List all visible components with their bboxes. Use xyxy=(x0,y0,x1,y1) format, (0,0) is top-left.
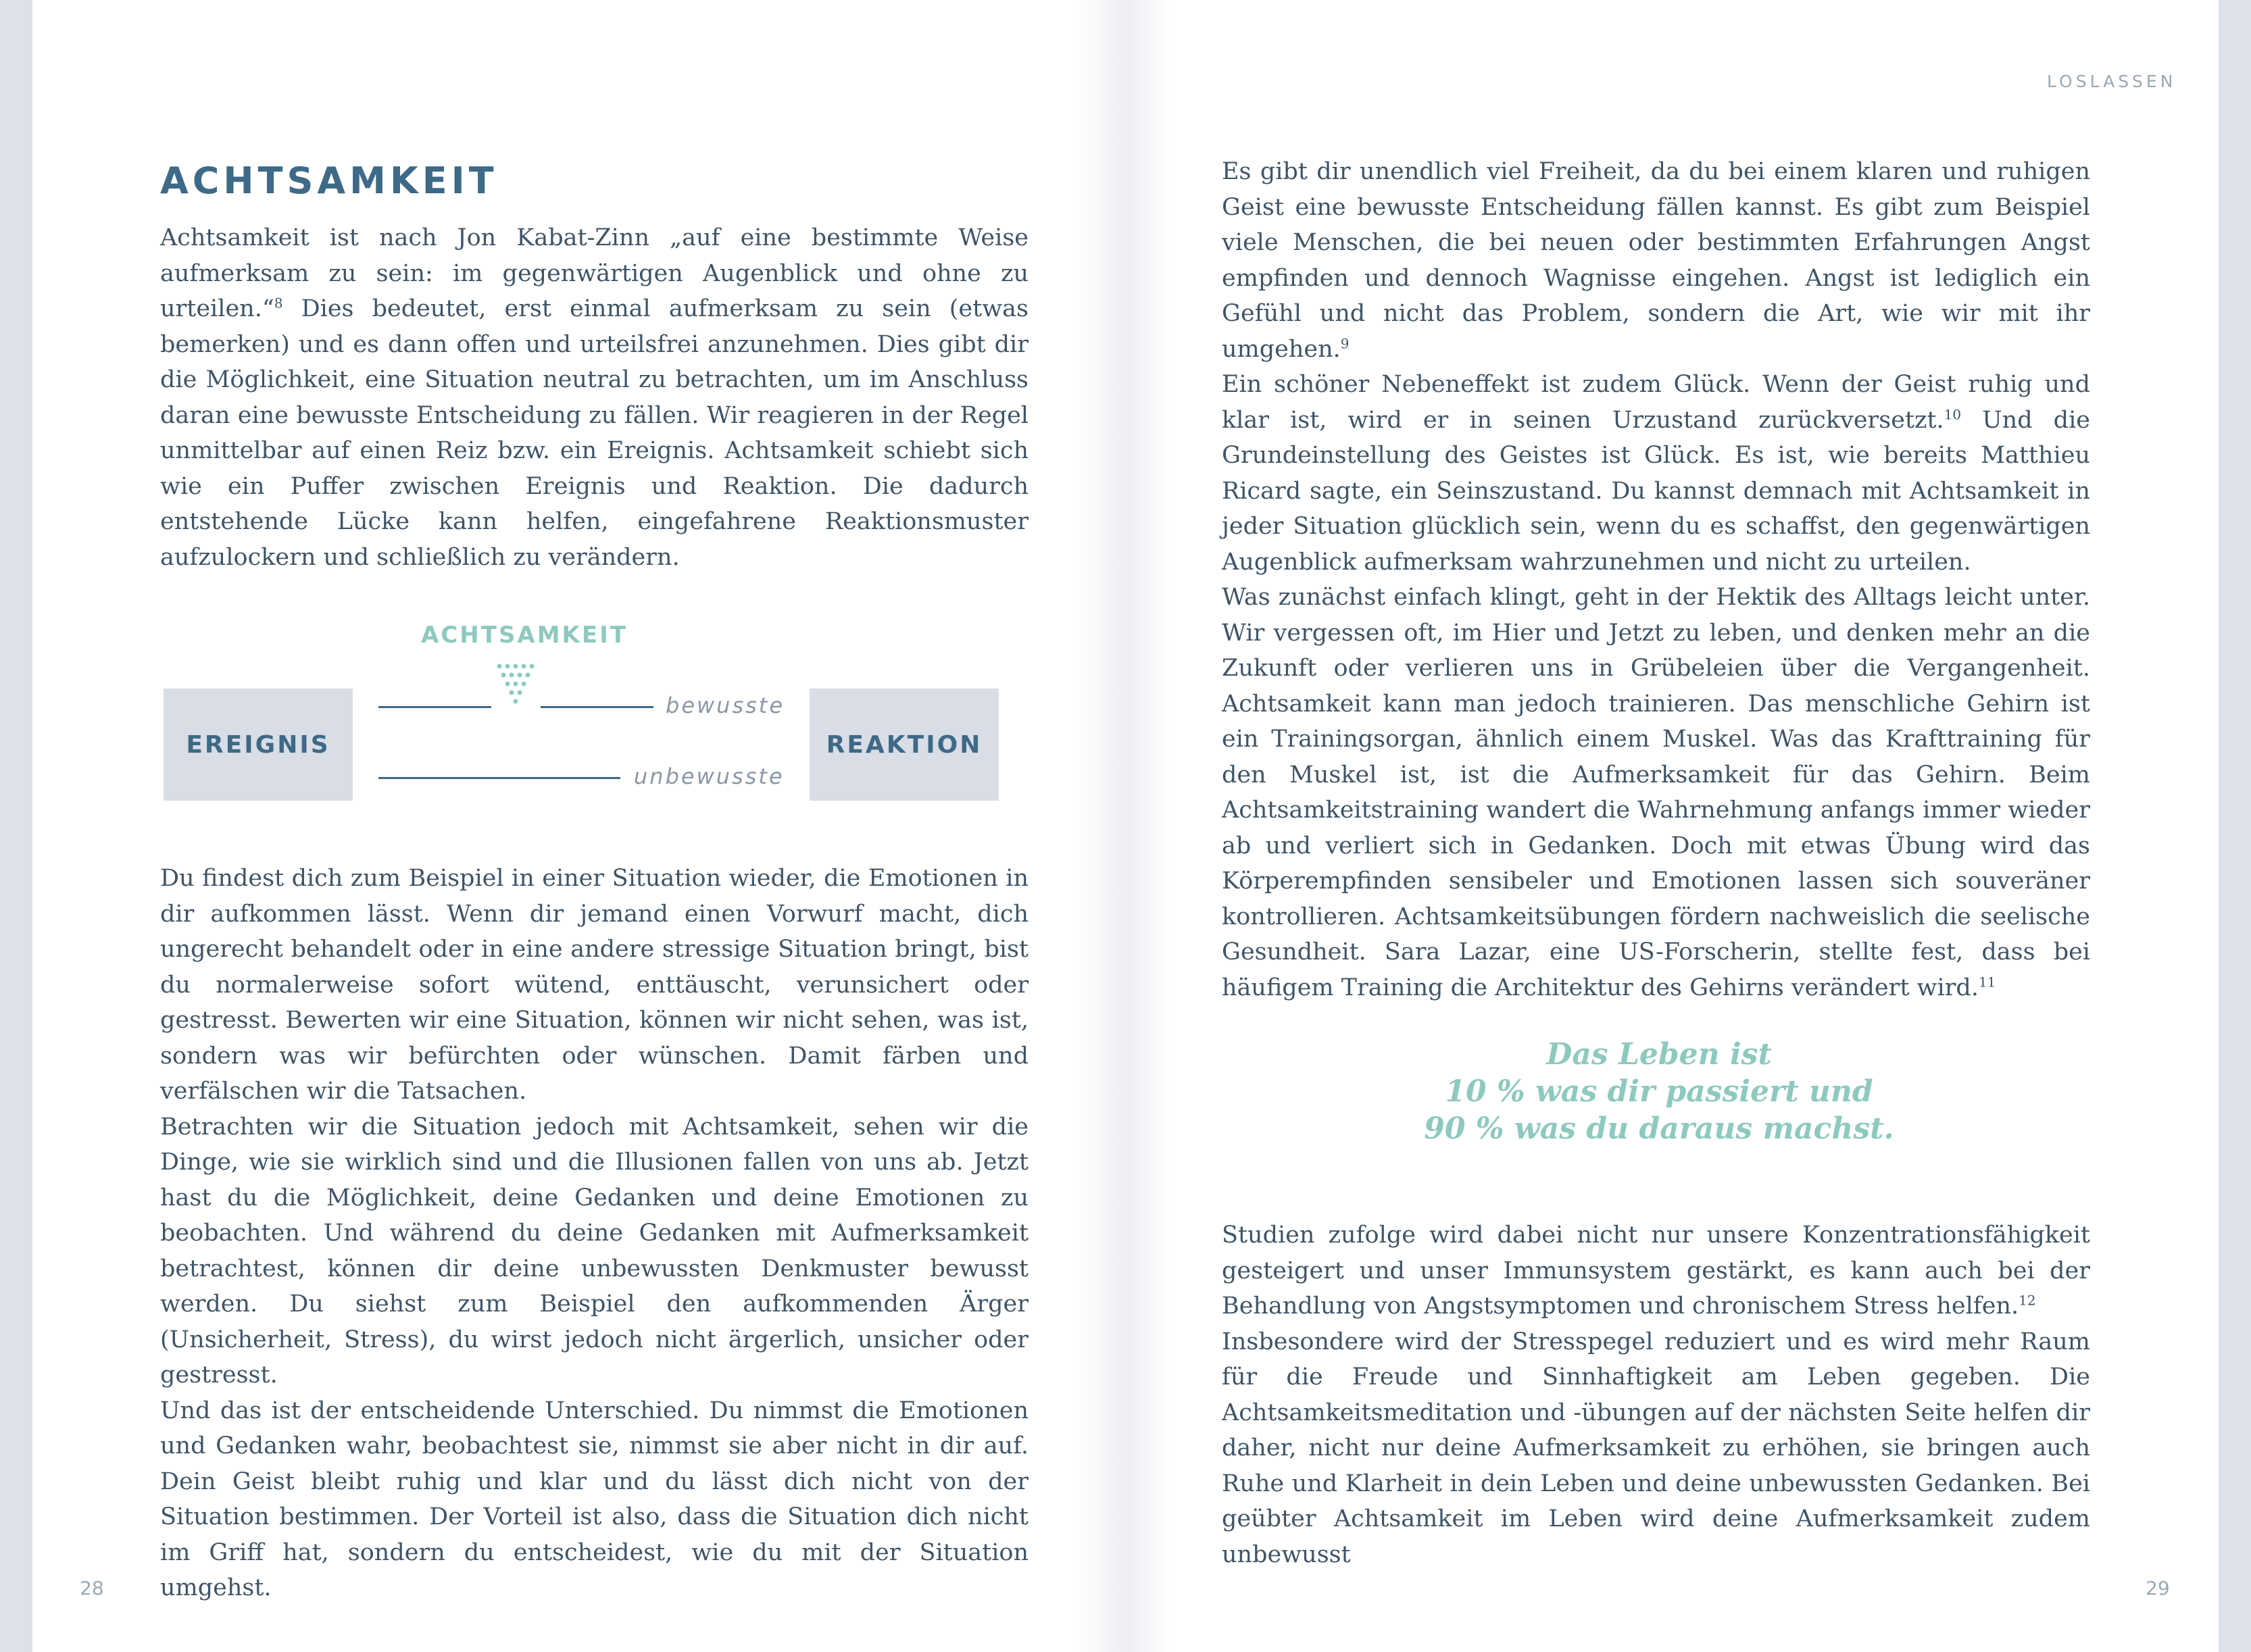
paragraph: Und das ist der entscheidende Unterschied. Du nimmst die Emotionen und Gedanken wahr, beobachtest sie, nimmst sie aber nicht in dir auf. Dein Geist bleibt ruhig und klar und du lässt dich nicht von der Situation bestimmen. Der Vorteil ist also, dass die Situation dich nicht im Griff hat, sondern du entscheidest, wie du mit der Situation umgehst. xyxy=(160,1397,1029,1601)
footnote-ref-8[interactable]: 8 xyxy=(274,295,283,311)
footnote-ref-9[interactable]: 9 xyxy=(1340,334,1350,351)
paragraph: Ein schöner Nebeneffekt ist zudem Glück. Wenn der Geist ruhig und klar ist, wird er in seinen Urzustand zurückversetzt.$^{10}$ Und die Grundeinstellung des Geistes ist Glück. Es ist, wie bereits Matthieu Ricard sagte, ein Seinszustand. Du kannst demnach mit Achtsamkeit in jeder Situation glücklich sein, wenn du es schaffst, den gegenwärtigen Augenblick aufmerksam wahrzunehmen und nicht zu urteilen. xyxy=(1222,371,2090,576)
quote-line: 90 % was du daraus machst. xyxy=(1424,1111,1894,1146)
paragraph: Was zunächst einfach klingt, geht in der Hektik des Alltags leicht unter. Wir vergessen oft, im Hier und Jetzt zu leben, und denken mehr an die Zukunft oder verlieren uns in Grübeleien über die Vergangenheit. Achtsamkeit kann man jedoch trainieren. Das menschliche Gehirn ist ein Trainingsorgan, ähnlich einem Muskel. Was das Krafttraining für den Muskel ist, ist die Aufmerksamkeit für das Gehirn. Beim Achtsamkeitstraining wandert die Wahrnehmung anfangs immer wieder ab und verliert sich in Gedanken. Doch mit etwas Übung wird das Körperempfinden sensibeler und Emotionen lassen sich souveräner kontrollieren. Achtsamkeitsübungen fördern nachweislich die seelische Gesundheit. Sara Lazar, eine US-Forscherin, stellte fest, dass bei häufigem Training die Architektur des Gehirns verändert wird.$^{11}$ xyxy=(1222,584,2090,1001)
unconscious-path-label: unbewusste xyxy=(634,764,785,789)
paragraph: Insbesondere wird der Stresspegel reduziert und es wird mehr Raum für die Freude und Sinnhaftigkeit am Leben gegeben. Die Achtsamkeitsmeditation und -übungen auf der nächsten Seite helfen dir daher, nicht nur deine Aufmerksamkeit zu erhöhen, sie bringen auch Ruhe und Klarheit in dein Leben und deine unbewussten Gedanken. Bei geübter Achtsamkeit im Leben wird deine Aufmerksamkeit zudem unbewusst xyxy=(1222,1328,2090,1568)
footnote-ref-10[interactable]: 10 xyxy=(1944,405,1962,422)
conscious-path-line-left xyxy=(378,706,491,708)
right-body-text-top xyxy=(1222,154,2090,1005)
running-head: LOSLASSEN xyxy=(2047,72,2177,91)
reaction-box-label: REAKTION xyxy=(826,730,983,759)
footnote-ref-12[interactable]: 12 xyxy=(2019,1292,2036,1309)
footnote-ref-11[interactable]: 11 xyxy=(1978,973,1996,990)
paragraph: Betrachten wir die Situation jedoch mit Achtsamkeit, sehen wir die Dinge, wie sie wirklich sind und die Illusionen fallen von uns ab. Jetzt hast du die Möglichkeit, deine Gedanken und deine Emotionen zu beobachten. Und während du deine Gedanken mit Aufmerksamkeit betrachtest, können dir deine unbewussten Denkmuster bewusst werden. Du siehst zum Beispiel den aufkommenden Ärger (Unsicherheit, Stress), du wirst jedoch nicht ärgerlich, unsicher oder gestresst. xyxy=(160,1113,1029,1388)
intro-paragraph: Achtsamkeit ist nach Jon Kabat-Zinn „auf eine bestimmte Weise aufmerksam zu sein: im gegenwärtigen Augenblick und ohne zu urteilen.“$^8$ Dies bedeutet, erst einmal aufmerksam zu sein (etwas bemerken) und es dann offen und urteilsfrei anzunehmen. Dies gibt dir die Möglichkeit, eine Situation neutral zu betrachten, um im Anschluss daran eine bewusste Entscheidung zu fällen. Wir reagieren in der Regel unmittelbar auf einen Reiz bzw. ein Ereignis. Achtsamkeit schiebt sich wie ein Puffer zwischen Ereignis und Reaktion. Die dadurch entstehende Lücke kann helfen, eingefahrene Reaktionsmuster aufzulockern und schließlich zu verändern. xyxy=(160,224,1029,571)
left-body-text xyxy=(160,861,1029,1606)
section-title: ACHTSAMKEIT xyxy=(160,159,498,202)
pull-quote xyxy=(1297,1036,2021,1147)
page-number-right: 29 xyxy=(2146,1577,2170,1599)
quote-line: Das Leben ist xyxy=(1546,1037,1772,1072)
funnel-dots-icon xyxy=(493,662,541,707)
paragraph: Studien zufolge wird dabei nicht nur unsere Konzentrationsfähigkeit gesteigert und unser Immunsystem gestärkt, es kann auch bei der Behandlung von Angstsymptomen und chronischem Stress helfen.$^{12}$ xyxy=(1222,1222,2090,1320)
quote-line: 10 % was dir passiert und xyxy=(1445,1074,1873,1109)
diagram-top-label: ACHTSAMKEIT xyxy=(421,622,628,649)
conscious-path-label: bewusste xyxy=(666,693,785,718)
paragraph: Es gibt dir unendlich viel Freiheit, da du bei einem klaren und ruhigen Geist eine bewusste Entscheidung fällen kannst. Es gibt zum Beispiel viele Menschen, die bei neuen oder bestimmten Erfahrungen Angst empfinden und dennoch Wagnisse eingehen. Angst ist lediglich ein Gefühl und nicht das Problem, sondern die Art, wie wir mit ihr umgehen.$^9$ xyxy=(1222,158,2090,363)
paragraph: Du findest dich zum Beispiel in einer Situation wieder, die Emotionen in dir aufkommen lässt. Wenn dir jemand einen Vorwurf macht, dich ungerecht behandelt oder in eine andere stressige Situation bringt, bist du normalerweise sofort wütend, enttäuscht, verunsichert oder gestresst. Bewerten wir eine Situation, können wir nicht sehen, was ist, sondern was wir befürchten oder wünschen. Damit färben und verfälschen wir die Tatsachen. xyxy=(160,865,1029,1105)
page-number-left: 28 xyxy=(80,1577,104,1599)
reaction-box xyxy=(810,689,999,801)
conscious-path-line-right xyxy=(541,706,653,708)
event-box-label: EREIGNIS xyxy=(186,730,330,759)
right-body-text-bottom xyxy=(1222,1218,2090,1572)
event-box xyxy=(164,689,353,801)
unconscious-path-line xyxy=(378,777,620,779)
